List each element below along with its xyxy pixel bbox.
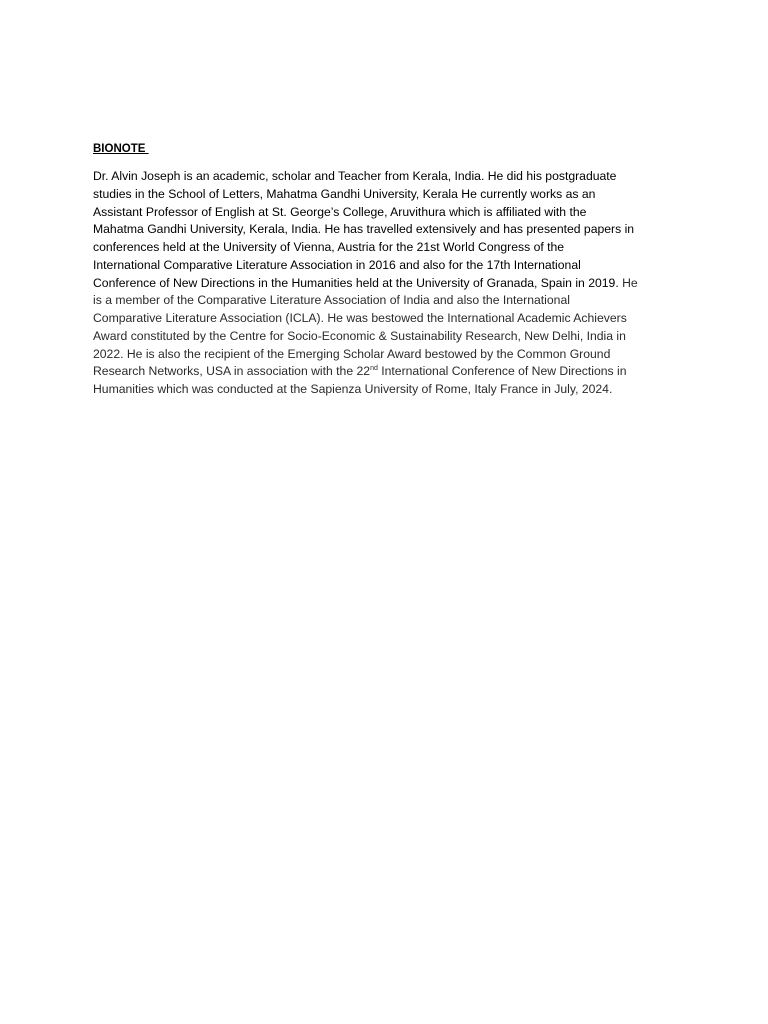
bio-line-12-continuation: International Conference of New Directions in: [377, 364, 627, 379]
bio-line-11: 2022. He is also the recipient of the Emerging Scholar Award bestowed by the Common Ground: [93, 346, 611, 361]
bio-line-5: conferences held at the University of Vienna, Austria for the 21st World Congress of the: [93, 240, 565, 254]
bionote-paragraph: [93, 168, 675, 399]
bio-line-8: is a member of the Comparative Literature Association of India and also the International: [93, 293, 570, 308]
bio-line-13: Humanities which was conducted at the Sapienza University of Rome, Italy France in July, 2024.: [93, 382, 613, 396]
bio-line-6: International Comparative Literature Association in 2016 and also for the 17th International: [93, 257, 581, 272]
bio-line-7: [93, 275, 675, 293]
bio-line-10: Award constituted by the Centre for Socio-Economic & Sustainability Research, New Delhi, India in: [93, 328, 626, 343]
bio-line-3: Assistant Professor of English at St. George’s College, Aruvithura which is affiliated with the: [93, 204, 587, 219]
bio-line-12: [93, 363, 675, 381]
ordinal-suffix: nd: [370, 365, 378, 373]
bio-line-2: studies in the School of Letters, Mahatma Gandhi University, Kerala He currently works as an: [93, 186, 596, 201]
bio-line-7-text: Conference of New Directions in the Humanities held at the University of Granada, Spain in 2019.: [93, 275, 619, 290]
bio-line-12-text: Research Networks, USA in association with the 22: [93, 364, 371, 379]
bio-line-4: Mahatma Gandhi University, Kerala, India. He has travelled extensively and has presented papers in: [93, 222, 635, 237]
bio-line-9: Comparative Literature Association (ICLA). He was bestowed the International Academic Achievers: [93, 311, 627, 325]
bionote-heading: BIONOTE: [93, 143, 149, 155]
bio-line-7-continuation: He: [618, 275, 638, 290]
bio-line-1: Dr. Alvin Joseph is an academic, scholar and Teacher from Kerala, India. He did his postgraduate: [93, 169, 617, 183]
